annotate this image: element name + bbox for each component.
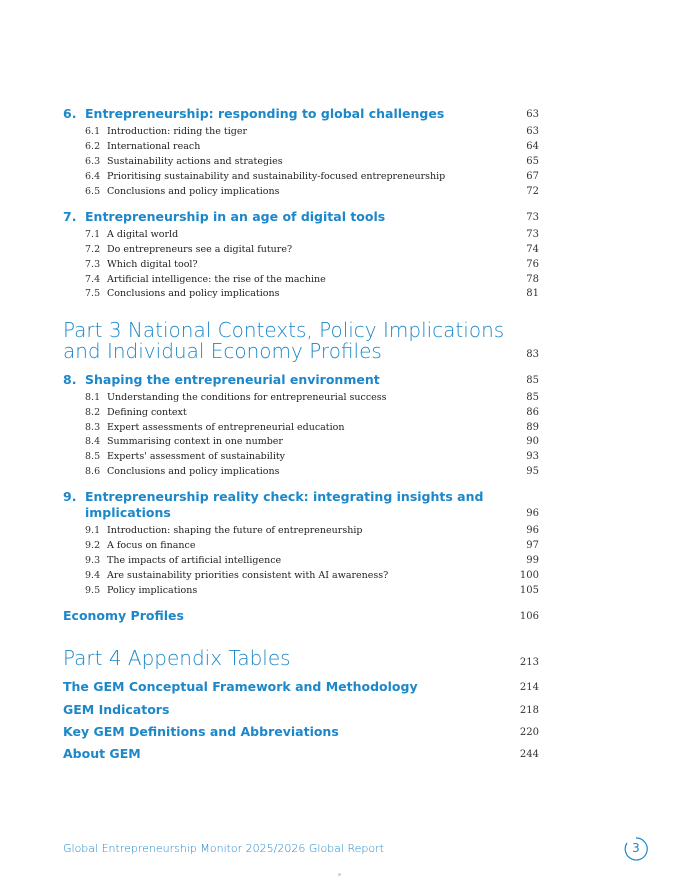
toc-section-7-5[interactable]	[85, 286, 539, 301]
appendix-title: Key GEM Definitions and Abbreviations	[63, 724, 339, 739]
center-dot	[338, 873, 341, 876]
toc-section-8-1[interactable]	[85, 390, 539, 405]
section-page: 85	[526, 392, 539, 403]
section-number: 6.4	[85, 171, 101, 182]
toc-part-4[interactable]	[63, 648, 539, 672]
chapter-number: 9.	[63, 489, 77, 504]
section-number: 8.1	[85, 392, 101, 403]
appendix-page: 244	[519, 749, 539, 760]
toc-chapter-8[interactable]	[63, 372, 539, 388]
section-number: 8.2	[85, 407, 101, 418]
section-number: 8.4	[85, 436, 101, 447]
section-page: 93	[526, 451, 539, 462]
section-page: 73	[526, 229, 539, 240]
section-title: Defining context	[107, 407, 187, 418]
chapter-number: 8.	[63, 372, 77, 387]
section-page: 105	[519, 585, 539, 596]
section-number: 7.1	[85, 229, 101, 240]
footer-report-title: Global Entrepreneurship Monitor 2025/2026 Global Report	[63, 842, 384, 855]
toc-section-9-5[interactable]	[85, 583, 539, 598]
section-title: Artificial intelligence: the rise of the machine	[107, 274, 326, 285]
toc-section-8-3[interactable]	[85, 420, 539, 435]
section-number: 8.5	[85, 451, 101, 462]
section-title: Summarising context in one number	[107, 436, 283, 447]
section-number: 9.2	[85, 540, 101, 551]
toc-section-6-3[interactable]	[85, 154, 539, 169]
appendix-page: 218	[519, 705, 539, 716]
chapter-number: 7.	[63, 209, 77, 224]
section-title: Conclusions and policy implications	[107, 466, 280, 477]
toc-section-7-2[interactable]	[85, 242, 539, 257]
section-page: 100	[519, 570, 539, 581]
section-page: 64	[526, 141, 539, 152]
section-title: Sustainability actions and strategies	[107, 156, 283, 167]
section-number: 8.3	[85, 422, 101, 433]
page-number-badge	[623, 836, 649, 862]
toc-section-6-4[interactable]	[85, 169, 539, 184]
section-page: 90	[526, 436, 539, 447]
section-title: Conclusions and policy implications	[107, 288, 280, 299]
section-number: 9.4	[85, 570, 101, 581]
section-title: The impacts of artificial intelligence	[107, 555, 282, 566]
section-page: 86	[526, 407, 539, 418]
chapter-title-line-1: Entrepreneurship reality check: integrating insights and	[85, 489, 484, 504]
economy-profiles-title: Economy Profiles	[63, 608, 184, 623]
chapter-title-line-2: implications	[85, 505, 171, 520]
section-number: 6.1	[85, 126, 101, 137]
section-title: Introduction: riding the tiger	[107, 126, 247, 137]
chapter-page: 73	[526, 212, 539, 223]
section-number: 8.6	[85, 466, 101, 477]
chapter-title: Shaping the entrepreneurial environment	[85, 372, 380, 387]
section-page: 89	[526, 422, 539, 433]
section-title: Do entrepreneurs see a digital future?	[107, 244, 293, 255]
toc-chapter-6[interactable]	[63, 106, 539, 122]
toc-section-9-2[interactable]	[85, 538, 539, 553]
section-page: 78	[526, 274, 539, 285]
toc-section-8-4[interactable]	[85, 434, 539, 449]
chapter-page: 85	[526, 375, 539, 386]
section-title: Expert assessments of entrepreneurial education	[107, 422, 345, 433]
section-title: Which digital tool?	[107, 259, 198, 270]
section-title: Conclusions and policy implications	[107, 186, 280, 197]
section-title: International reach	[107, 141, 201, 152]
section-page: 76	[526, 259, 539, 270]
section-number: 7.3	[85, 259, 101, 270]
section-number: 7.4	[85, 274, 101, 285]
section-title: A digital world	[107, 229, 179, 240]
appendix-title: About GEM	[63, 746, 141, 761]
section-page: 99	[526, 555, 539, 566]
toc-section-7-1[interactable]	[85, 227, 539, 242]
section-page: 74	[526, 244, 539, 255]
page-number: 3	[632, 841, 640, 855]
section-title: Understanding the conditions for entrepreneurial success	[107, 392, 387, 403]
section-title: Introduction: shaping the future of entrepreneurship	[107, 525, 363, 536]
appendix-page: 220	[519, 727, 539, 738]
toc-chapter-7[interactable]	[63, 209, 539, 225]
part-title	[63, 320, 523, 362]
toc-part-3[interactable]	[63, 320, 539, 364]
toc-section-6-2[interactable]	[85, 139, 539, 154]
toc-section-8-2[interactable]	[85, 405, 539, 420]
chapter-page: 96	[526, 508, 539, 519]
section-number: 6.3	[85, 156, 101, 167]
section-page: 63	[526, 126, 539, 137]
toc-section-6-1[interactable]	[85, 124, 539, 139]
section-page: 72	[526, 186, 539, 197]
part-title: Part 4 Appendix Tables	[63, 646, 291, 670]
toc-section-8-6[interactable]	[85, 464, 539, 479]
part-page: 213	[519, 657, 539, 668]
section-number: 7.2	[85, 244, 101, 255]
economy-profiles-page: 106	[519, 611, 539, 622]
toc-appendix-framework[interactable]	[63, 679, 539, 695]
section-title: Policy implications	[107, 585, 198, 596]
section-page: 95	[526, 466, 539, 477]
section-number: 9.5	[85, 585, 101, 596]
appendix-title: GEM Indicators	[63, 702, 170, 717]
toc-chapter-9[interactable]	[63, 489, 539, 521]
section-title: A focus on finance	[107, 540, 196, 551]
part-title-line-2: and Individual Economy Profiles	[63, 339, 382, 363]
toc-section-9-3[interactable]	[85, 553, 539, 568]
section-page: 65	[526, 156, 539, 167]
toc-appendix-indicators[interactable]	[63, 702, 539, 718]
section-page: 97	[526, 540, 539, 551]
toc-section-9-1[interactable]	[85, 523, 539, 538]
part-page: 83	[526, 349, 539, 360]
part-title-line-1: Part 3 National Contexts, Policy Implications	[63, 318, 505, 342]
section-page: 81	[526, 288, 539, 299]
chapter-page: 63	[526, 109, 539, 120]
toc-appendix-about[interactable]	[63, 746, 539, 762]
section-number: 9.3	[85, 555, 101, 566]
chapter-title: Entrepreneurship: responding to global challenges	[85, 106, 445, 121]
chapter-number: 6.	[63, 106, 77, 121]
toc-section-9-4[interactable]	[85, 568, 539, 583]
chapter-title: Entrepreneurship in an age of digital tools	[85, 209, 386, 224]
toc-section-7-4[interactable]	[85, 272, 539, 287]
chapter-title	[85, 489, 485, 521]
toc-economy-profiles[interactable]	[63, 608, 539, 624]
toc-section-6-5[interactable]	[85, 184, 539, 199]
section-number: 9.1	[85, 525, 101, 536]
section-page: 67	[526, 171, 539, 182]
section-title: Are sustainability priorities consistent with AI awareness?	[107, 570, 389, 581]
section-number: 6.5	[85, 186, 101, 197]
section-title: Prioritising sustainability and sustainability-focused entrepreneurship	[107, 171, 446, 182]
toc-section-7-3[interactable]	[85, 257, 539, 272]
appendix-title: The GEM Conceptual Framework and Methodology	[63, 679, 418, 694]
section-number: 6.2	[85, 141, 101, 152]
appendix-page: 214	[519, 682, 539, 693]
section-number: 7.5	[85, 288, 101, 299]
toc-section-8-5[interactable]	[85, 449, 539, 464]
toc-appendix-definitions[interactable]	[63, 724, 539, 740]
section-page: 96	[526, 525, 539, 536]
section-title: Experts' assessment of sustainability	[107, 451, 286, 462]
